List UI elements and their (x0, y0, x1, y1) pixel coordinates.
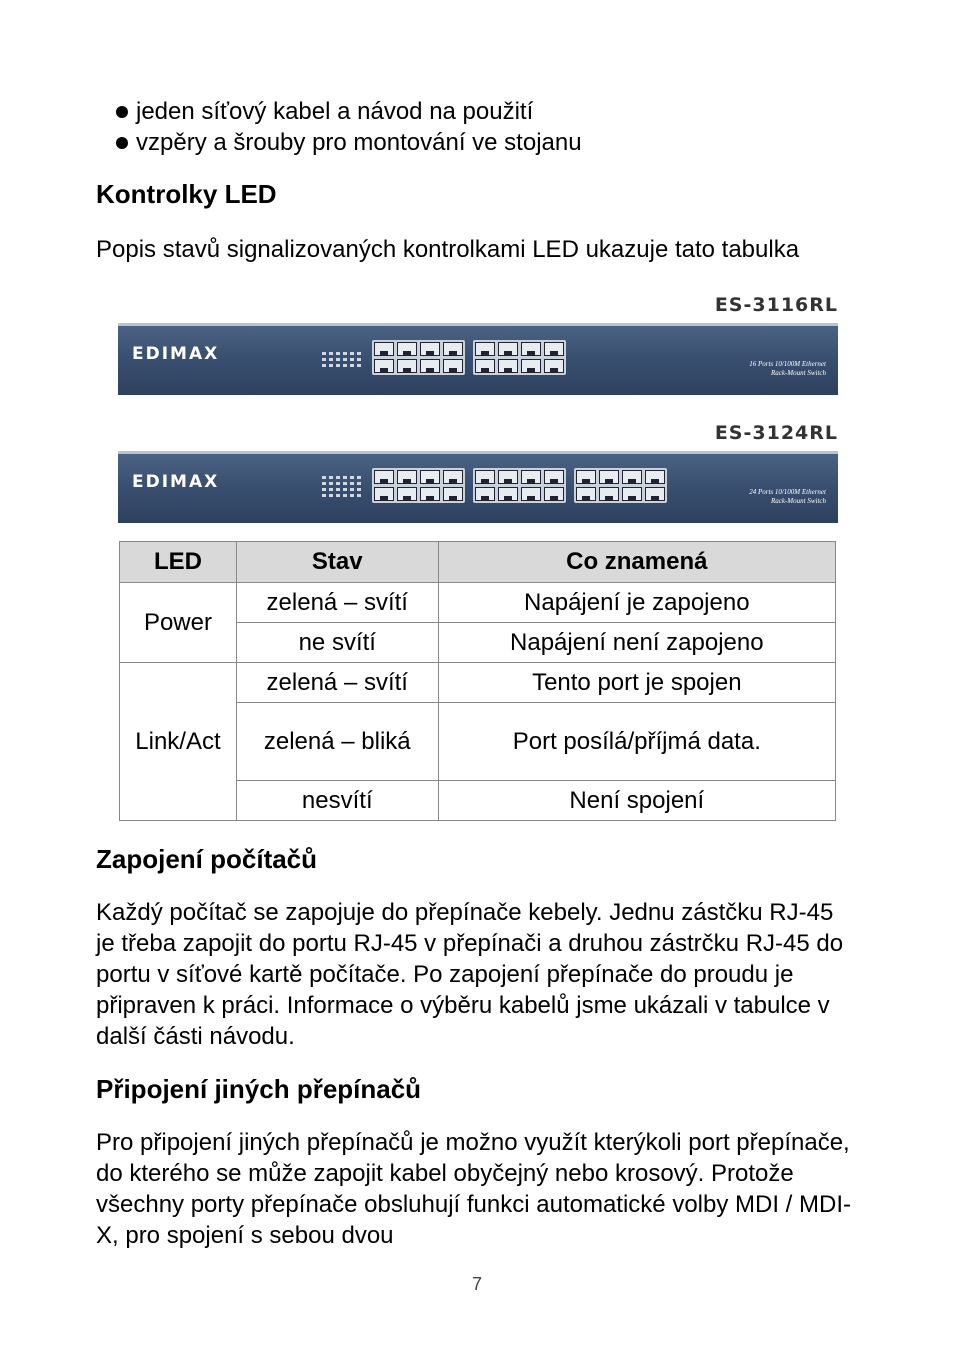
meaning-cell: Napájení je zapojeno (438, 583, 835, 623)
brand-logo: EDIMAX (132, 344, 220, 364)
switch-description: 16 Ports 10/100M Ethernet Rack-Mount Switch (749, 360, 826, 377)
column-header-led: LED (120, 542, 237, 583)
model-label-es3116rl: ES-3116RL (714, 294, 838, 316)
heading-switches: Připojení jiných přepínačů (96, 1074, 422, 1104)
column-header-meaning: Co znamená (438, 542, 835, 583)
page-number: 7 (471, 1274, 482, 1294)
switch-image-es3124rl (118, 451, 838, 523)
meaning-cell: Není spojení (438, 781, 835, 821)
table-row (120, 583, 836, 623)
state-cell: nesvítí (236, 781, 438, 821)
state-cell: ne svítí (236, 623, 438, 663)
switch-image-es3116rl (118, 323, 838, 395)
brand-logo: EDIMAX (132, 472, 220, 492)
led-cell-link-act: Link/Act (120, 663, 237, 821)
list-item: vzpěry a šrouby pro montování ve stojanu (116, 127, 582, 158)
switches-paragraph: Pro připojení jiných přepínačů je možno využít kterýkoli port přepínače, do kterého se může zapojit kabel obyčejný nebo krosový. Protože všechny porty přepínače obsluhují funkci automatické volby MDI / MDI-X, pro spojení s sebou dvou (96, 1129, 851, 1249)
list-item: jeden síťový kabel a návod na použití (116, 96, 582, 127)
heading-led: Kontrolky LED (96, 179, 277, 209)
led-panel-icon (322, 352, 361, 367)
state-cell: zelená – svítí (236, 583, 438, 623)
state-cell: zelená – bliká (236, 703, 438, 781)
column-header-stav: Stav (236, 542, 438, 583)
led-intro: Popis stavů signalizovaných kontrolkami LED ukazuje tato tabulka (96, 236, 800, 263)
accessory-list (116, 96, 582, 158)
model-label-es3124rl: ES-3124RL (714, 422, 838, 444)
led-cell-power: Power (120, 583, 237, 663)
bullet-icon (116, 106, 128, 118)
table-header-row (120, 542, 836, 583)
led-panel-icon (322, 476, 361, 497)
table-row (120, 663, 836, 703)
meaning-cell: Port posílá/příjmá data. (438, 703, 835, 781)
meaning-cell: Tento port je spojen (438, 663, 835, 703)
computers-paragraph: Každý počítač se zapojuje do přepínače kebely. Jednu zástčku RJ-45 je třeba zapojit do portu RJ-45 v přepínači a druhou zástrčku RJ-45 do portu v síťové kartě počítače. Po zapojení přepínače do proudu je připraven k práci. Informace o výběru kabelů jsme ukázali v tabulce v další části návodu. (96, 899, 844, 1050)
port-bank-icon (372, 468, 667, 503)
port-bank-icon (372, 340, 566, 375)
heading-computers: Zapojení počítačů (96, 844, 318, 874)
switch-description: 24 Ports 10/100M Ethernet Rack-Mount Switch (749, 488, 826, 505)
bullet-icon (116, 137, 128, 149)
state-cell: zelená – svítí (236, 663, 438, 703)
led-status-table (119, 541, 836, 821)
meaning-cell: Napájení není zapojeno (438, 623, 835, 663)
